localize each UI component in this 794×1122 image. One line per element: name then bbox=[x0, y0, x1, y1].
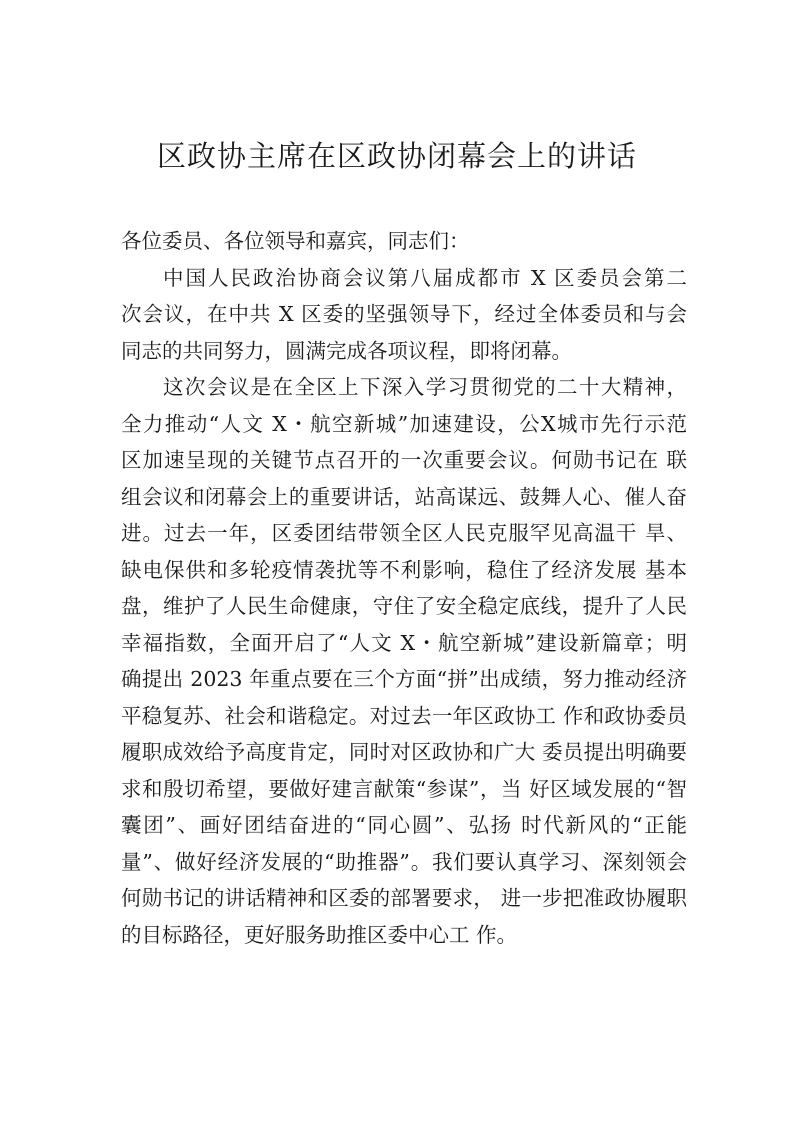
salutation: 各位委员、各位领导和嘉宾，同志们： bbox=[121, 229, 470, 253]
paragraph-1-line-2: 次会议，在中共 X 区委的坚强领导下，经过全体委员和与会 bbox=[121, 302, 687, 326]
paragraph-1-line-3: 同志的共同努力，圆满完成各项议程，即将闭幕。 bbox=[121, 338, 572, 363]
paragraph-2-line-4: 组会议和闭幕会上的重要讲话，站高谋远、鼓舞人心、催人奋 bbox=[121, 484, 687, 509]
paragraph-2-line-14: 量”、做好经济发展的“助推器”。我们要认真学习、深刻领会 bbox=[121, 849, 687, 874]
paragraph-2-line-9: 确提出 2023 年重点要在三个方面“拼”出成绩，努力推动经济 bbox=[121, 667, 687, 691]
paragraph-2-line-13: 囊团”、画好团结奋进的“同心圆”、弘扬 时代新风的“正能 bbox=[121, 813, 687, 837]
paragraph-2-line-10: 平稳复苏、社会和谐稳定。对过去一年区政协工 作和政协委员 bbox=[121, 703, 687, 728]
document-title: 区政协主席在区政协闭幕会上的讲话 bbox=[156, 139, 637, 173]
paragraph-2-line-11: 履职成效给予高度肯定，同时对区政协和广大 委员提出明确要 bbox=[121, 740, 687, 764]
paragraph-2-line-3: 区加速呈现的关键节点召开的一次重要会议。何勋书记在 联 bbox=[121, 448, 687, 472]
paragraph-2-line-2: 全力推动“人文 X・航空新城”加速建设，公X城市先行示范 bbox=[121, 411, 687, 436]
paragraph-2-line-7: 盘，维护了人民生命健康，守住了安全稳定底线，提升了人民 bbox=[121, 594, 687, 618]
paragraph-2-line-16: 的目标路径，更好服务助推区委中心工 作。 bbox=[121, 922, 518, 947]
paragraph-2-line-15: 何勋书记的讲话精神和区委的部署要求， 进一步把准政协履职 bbox=[121, 886, 687, 910]
paragraph-2-line-12: 求和殷切希望，要做好建言献策“参谋”，当 好区域发展的“智 bbox=[121, 776, 687, 801]
paragraph-2-line-1: 这次会议是在全区上下深入学习贯彻党的二十大精神， bbox=[163, 375, 687, 399]
document-body bbox=[121, 223, 687, 953]
paragraph-1-line-1: 中国人民政治协商会议第八届成都市 X 区委员会第二 bbox=[163, 265, 687, 290]
paragraph-2-line-5: 进。过去一年，区委团结带领全区人民克服罕见高温干 旱、 bbox=[121, 521, 687, 545]
paragraph-2-line-8: 幸福指数，全面开启了“人文 X・航空新城”建设新篇章；明 bbox=[121, 630, 687, 655]
paragraph-2-line-6: 缺电保供和多轮疫情袭扰等不利影响，稳住了经济发展 基本 bbox=[121, 557, 687, 582]
